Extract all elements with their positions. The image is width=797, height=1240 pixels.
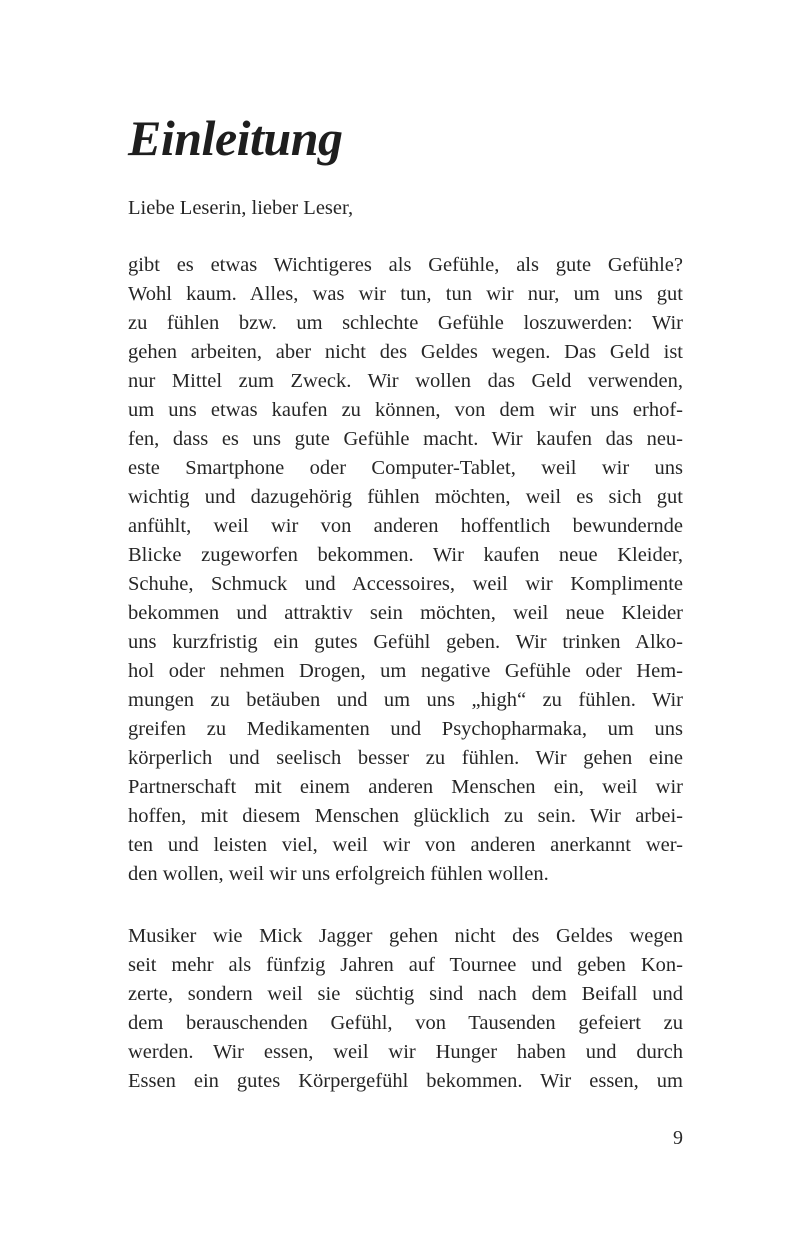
text-line: gehen arbeiten, aber nicht des Geldes wegen. Das Geld ist bbox=[128, 341, 683, 363]
text-line: Wohl kaum. Alles, was wir tun, tun wir nur, um uns gut bbox=[128, 283, 683, 305]
text-line: um uns etwas kaufen zu können, von dem wir uns erhof- bbox=[128, 399, 683, 421]
text-line: Essen ein gutes Körpergefühl bekommen. Wir essen, um bbox=[128, 1070, 683, 1092]
page-number: 9 bbox=[673, 1127, 683, 1149]
paragraph bbox=[128, 251, 683, 889]
text-line: den wollen, weil wir uns erfolgreich fühlen wollen. bbox=[128, 863, 549, 885]
text-line: wichtig und dazugehörig fühlen möchten, weil es sich gut bbox=[128, 486, 683, 508]
text-line: dem berauschenden Gefühl, von Tausenden gefeiert zu bbox=[128, 1012, 683, 1034]
text-line: körperlich und seelisch besser zu fühlen. Wir gehen eine bbox=[128, 747, 683, 769]
text-line: nur Mittel zum Zweck. Wir wollen das Geld verwenden, bbox=[128, 370, 683, 392]
text-line: Musiker wie Mick Jagger gehen nicht des Geldes wegen bbox=[128, 925, 683, 947]
text-line: uns kurzfristig ein gutes Gefühl geben. Wir trinken Alko- bbox=[128, 631, 683, 653]
text-line: hol oder nehmen Drogen, um negative Gefühle oder Hem- bbox=[128, 660, 683, 682]
text-line: Blicke zugeworfen bekommen. Wir kaufen neue Kleider, bbox=[128, 544, 683, 566]
chapter-title: Einleitung bbox=[128, 109, 343, 166]
salutation-line: Liebe Leserin, lieber Leser, bbox=[128, 197, 354, 219]
text-line: greifen zu Medikamenten und Psychopharmaka, um uns bbox=[128, 718, 683, 740]
text-line: Schuhe, Schmuck und Accessoires, weil wir Komplimente bbox=[128, 573, 683, 595]
text-line: fen, dass es uns gute Gefühle macht. Wir kaufen das neu- bbox=[128, 428, 683, 450]
text-line: zerte, sondern weil sie süchtig sind nach dem Beifall und bbox=[128, 983, 683, 1005]
paragraph bbox=[128, 922, 683, 1096]
text-line: mungen zu betäuben und um uns „high“ zu fühlen. Wir bbox=[128, 689, 683, 711]
text-line: ten und leisten viel, weil wir von anderen anerkannt wer- bbox=[128, 834, 683, 856]
text-line: seit mehr als fünfzig Jahren auf Tournee und geben Kon- bbox=[128, 954, 683, 976]
text-line: anfühlt, weil wir von anderen hoffentlich bewundernde bbox=[128, 515, 683, 537]
text-line: gibt es etwas Wichtigeres als Gefühle, als gute Gefühle? bbox=[128, 254, 683, 276]
text-line: bekommen und attraktiv sein möchten, weil neue Kleider bbox=[128, 602, 683, 624]
text-line: hoffen, mit diesem Menschen glücklich zu sein. Wir arbei- bbox=[128, 805, 683, 827]
text-line: werden. Wir essen, weil wir Hunger haben und durch bbox=[128, 1041, 683, 1063]
text-line: zu fühlen bzw. um schlechte Gefühle loszuwerden: Wir bbox=[128, 312, 683, 334]
text-line: este Smartphone oder Computer-Tablet, weil wir uns bbox=[128, 457, 683, 479]
text-line: Partnerschaft mit einem anderen Menschen ein, weil wir bbox=[128, 776, 683, 798]
